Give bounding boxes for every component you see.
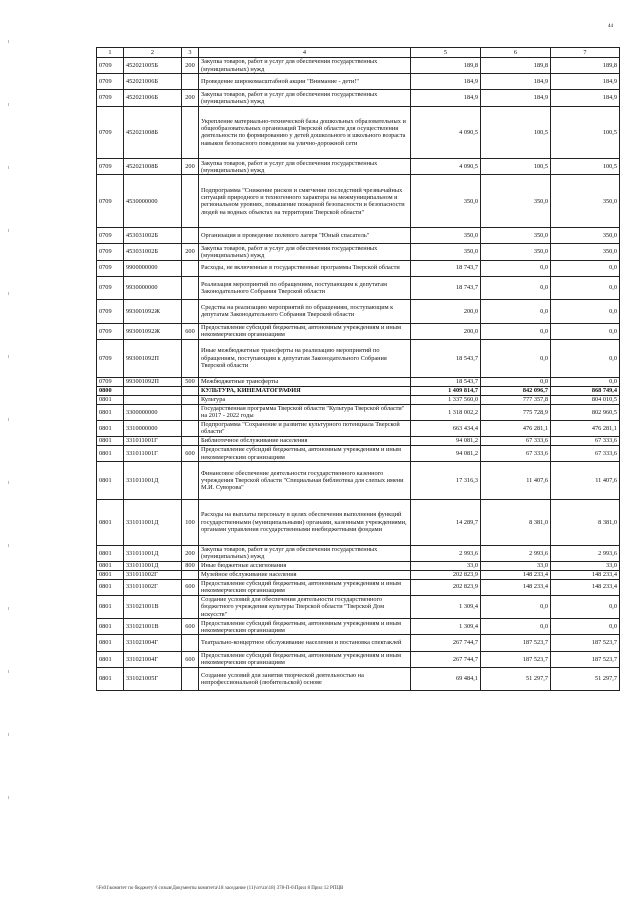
description-cell: Расходы на выплаты персоналу в целях обеспечения выполнения функций государственными (муниципальными) органами, казенными учреждениями, органами управления государственными внебюджетными фондами [199,500,411,545]
description-cell: Закупка товаров, работ и услуг для обеспечения государственных (муниципальных) нужд [199,90,411,106]
expense-type-cell: 800 [182,561,199,570]
target-code-cell: 453031002Б [124,228,182,244]
description-cell: Подпрограмма "Снижение рисков и смягчение последствий чрезвычайных ситуаций природного и техногенного характера на межмуниципальном и региональном уровнях, повышение пожарной безопасности и безопасности людей на водных объектах на территории Тверской области" [199,175,411,228]
section-code-cell: 0801 [97,445,124,461]
description-cell: Государственная программа Тверской области "Культура Тверской области" на 2017 - 2022 годы [199,404,411,420]
expense-type-cell: 200 [182,90,199,106]
amount-3-cell: 0,0 [551,619,620,635]
amount-1-cell: 202 823,9 [411,579,481,595]
amount-1-cell: 1 309,4 [411,619,481,635]
page-number: 44 [608,24,613,29]
amount-1-cell: 200,0 [411,300,481,324]
section-code-cell: 0800 [97,386,124,395]
target-code-cell: 331021001В [124,595,182,619]
description-cell: Проведение широкомасштабной акции "Внимание - дети!" [199,74,411,90]
expense-type-cell: 200 [182,545,199,561]
description-cell: Укрепление материально-технической базы дошкольных образовательных и общеобразовательных организаций Тверской области для осуществления деятельности по формированию у детей дошкольного и школьного возраста навыков безопасного поведения на улично-дорожной сети [199,106,411,159]
target-code-cell: 453031002Б [124,244,182,260]
amount-3-cell: 802 960,5 [551,404,620,420]
section-code-cell: 0801 [97,420,124,436]
amount-2-cell: 350,0 [481,228,551,244]
amount-2-cell: 184,9 [481,90,551,106]
amount-2-cell: 184,9 [481,74,551,90]
section-code-cell: 0801 [97,619,124,635]
target-code-cell: 993001092Ж [124,323,182,339]
amount-3-cell: 2 993,6 [551,545,620,561]
expense-type-cell [182,228,199,244]
amount-3-cell: 0,0 [551,339,620,377]
table-row [97,58,620,74]
table-row [97,276,620,300]
expense-type-cell [182,595,199,619]
table-row [97,106,620,159]
description-cell: Закупка товаров, работ и услуг для обеспечения государственных (муниципальных) нужд [199,244,411,260]
expense-type-cell [182,635,199,651]
table-row [97,667,620,691]
amount-2-cell: 148 233,4 [481,579,551,595]
table-row [97,159,620,175]
expense-type-cell [182,570,199,579]
amount-3-cell: 100,5 [551,159,620,175]
amount-2-cell: 0,0 [481,323,551,339]
amount-2-cell: 350,0 [481,244,551,260]
amount-3-cell: 51 297,7 [551,667,620,691]
amount-1-cell: 1 309,4 [411,595,481,619]
amount-2-cell: 350,0 [481,175,551,228]
amount-1-cell: 17 316,3 [411,462,481,500]
table-row [97,545,620,561]
description-cell: Культура [199,395,411,404]
amount-2-cell: 187 523,7 [481,651,551,667]
expense-type-cell [182,339,199,377]
description-cell: Расходы, не включенные в государственные программы Тверской области [199,260,411,276]
header-col-7: 7 [551,48,620,58]
section-code-cell: 0709 [97,339,124,377]
header-col-5: 5 [411,48,481,58]
amount-3-cell: 0,0 [551,595,620,619]
amount-1-cell: 202 823,9 [411,570,481,579]
target-code-cell: 452021006Б [124,90,182,106]
expense-type-cell [182,386,199,395]
description-cell: Закупка товаров, работ и услуг для обеспечения государственных (муниципальных) нужд [199,58,411,74]
target-code-cell: 452021008Б [124,159,182,175]
expense-type-cell [182,300,199,324]
target-code-cell: 452021005Б [124,58,182,74]
amount-1-cell: 33,0 [411,561,481,570]
amount-1-cell: 18 543,7 [411,339,481,377]
amount-2-cell: 8 381,0 [481,500,551,545]
section-code-cell: 0801 [97,651,124,667]
description-cell: Закупка товаров, работ и услуг для обеспечения государственных (муниципальных) нужд [199,545,411,561]
amount-1-cell: 94 081,2 [411,445,481,461]
amount-2-cell: 0,0 [481,377,551,386]
description-cell: Средства на реализацию мероприятий по обращениям, поступающим к депутатам Законодательного Собрания Тверской области [199,300,411,324]
description-cell: Межбюджетные трансферты [199,377,411,386]
expense-type-cell [182,260,199,276]
amount-1-cell: 18 743,7 [411,260,481,276]
target-code-cell: 9900000000 [124,260,182,276]
description-cell: Предоставление субсидий бюджетным, автономным учреждениям и иным некоммерческим организациям [199,579,411,595]
target-code-cell: 331011001Д [124,545,182,561]
amount-2-cell: 777 357,8 [481,395,551,404]
table-row [97,500,620,545]
section-code-cell: 0801 [97,395,124,404]
amount-2-cell: 67 333,6 [481,445,551,461]
table-row [97,386,620,395]
expense-type-cell: 600 [182,579,199,595]
amount-1-cell: 184,9 [411,90,481,106]
section-code-cell: 0709 [97,377,124,386]
description-cell: Предоставление субсидий бюджетным, автономным учреждениям и иным некоммерческим организациям [199,619,411,635]
header-col-1: 1 [97,48,124,58]
amount-1-cell: 4 090,5 [411,106,481,159]
table-row [97,437,620,446]
amount-1-cell: 18 743,7 [411,276,481,300]
amount-2-cell: 0,0 [481,339,551,377]
target-code-cell: 452021008Б [124,106,182,159]
table-row [97,74,620,90]
description-cell: Создание условий для занятия творческой деятельностью на непрофессиональной (любительской) основе [199,667,411,691]
amount-3-cell: 476 281,1 [551,420,620,436]
section-code-cell: 0801 [97,561,124,570]
amount-1-cell: 69 484,1 [411,667,481,691]
amount-3-cell: 33,0 [551,561,620,570]
description-cell: Иные бюджетные ассигнования [199,561,411,570]
table-row [97,619,620,635]
header-row [97,48,620,58]
amount-3-cell: 148 233,4 [551,570,620,579]
expense-type-cell [182,395,199,404]
table-row [97,377,620,386]
section-code-cell: 0801 [97,462,124,500]
expense-type-cell [182,404,199,420]
target-code-cell: 331011002Г [124,579,182,595]
target-code-cell: 331011001Д [124,561,182,570]
target-code-cell: 993001092П [124,339,182,377]
expense-type-cell [182,74,199,90]
amount-2-cell: 476 281,1 [481,420,551,436]
amount-3-cell: 184,9 [551,74,620,90]
amount-3-cell: 187 523,7 [551,635,620,651]
table-row [97,395,620,404]
amount-2-cell: 100,5 [481,106,551,159]
table-row [97,90,620,106]
section-code-cell: 0709 [97,300,124,324]
section-code-cell: 0709 [97,74,124,90]
section-code-cell: 0709 [97,106,124,159]
amount-1-cell: 267 744,7 [411,635,481,651]
description-cell: Создание условий для обеспечения деятельности государственного бюджетного учреждения культуры Тверской области "Тверской Дом искусств" [199,595,411,619]
amount-2-cell: 0,0 [481,300,551,324]
table-row [97,420,620,436]
expense-type-cell: 200 [182,58,199,74]
amount-2-cell: 187 523,7 [481,635,551,651]
section-code-cell: 0801 [97,579,124,595]
margin-marks [8,40,10,880]
section-code-cell: 0801 [97,595,124,619]
target-code-cell: 3300000000 [124,404,182,420]
expense-type-cell: 600 [182,445,199,461]
table-row [97,595,620,619]
table-row [97,300,620,324]
amount-2-cell: 33,0 [481,561,551,570]
amount-1-cell: 1 337 560,0 [411,395,481,404]
description-cell: Предоставление субсидий бюджетным, автономным учреждениям и иным некоммерческим организациям [199,651,411,667]
description-cell: Подпрограмма "Сохранение и развитие культурного потенциала Тверской области" [199,420,411,436]
expense-type-cell: 600 [182,619,199,635]
amount-3-cell: 0,0 [551,276,620,300]
description-cell: Реализация мероприятий по обращениям, поступающим к депутатам Законодательного Собрания Тверской области [199,276,411,300]
section-code-cell: 0709 [97,175,124,228]
target-code-cell [124,386,182,395]
target-code-cell: 331011001Д [124,500,182,545]
amount-2-cell: 0,0 [481,619,551,635]
table-row [97,445,620,461]
description-cell: Предоставление субсидий бюджетным, автономным учреждениям и иным некоммерческим организациям [199,323,411,339]
description-cell: Организация и проведение полевого лагеря "Юный спасатель" [199,228,411,244]
amount-3-cell: 184,9 [551,90,620,106]
header-col-2: 2 [124,48,182,58]
section-code-cell: 0709 [97,228,124,244]
expense-type-cell [182,420,199,436]
section-code-cell: 0709 [97,159,124,175]
table-body [97,58,620,691]
description-cell: Библиотечное обслуживание населения [199,437,411,446]
amount-1-cell: 14 289,7 [411,500,481,545]
expense-type-cell: 200 [182,159,199,175]
amount-1-cell: 267 744,7 [411,651,481,667]
amount-3-cell: 67 333,6 [551,445,620,461]
expense-type-cell [182,667,199,691]
amount-1-cell: 1 409 814,7 [411,386,481,395]
budget-table [96,47,620,691]
description-cell: КУЛЬТУРА, КИНЕМАТОГРАФИЯ [199,386,411,395]
table-row [97,175,620,228]
target-code-cell: 993001092Ж [124,300,182,324]
amount-2-cell: 842 096,7 [481,386,551,395]
target-code-cell: 9930000000 [124,276,182,300]
amount-2-cell: 0,0 [481,260,551,276]
amount-3-cell: 0,0 [551,300,620,324]
amount-1-cell: 200,0 [411,323,481,339]
table-row [97,228,620,244]
amount-2-cell: 51 297,7 [481,667,551,691]
table-row [97,561,620,570]
target-code-cell: 331021004Г [124,651,182,667]
header-col-6: 6 [481,48,551,58]
expense-type-cell: 600 [182,651,199,667]
section-code-cell: 0709 [97,276,124,300]
target-code-cell [124,395,182,404]
target-code-cell: 3310000000 [124,420,182,436]
target-code-cell: 331011001Г [124,437,182,446]
amount-2-cell: 11 407,6 [481,462,551,500]
expense-type-cell: 200 [182,244,199,260]
amount-3-cell: 187 523,7 [551,651,620,667]
description-cell: Театрально-концертное обслуживание населения и постановка спектаклей [199,635,411,651]
amount-3-cell: 868 749,4 [551,386,620,395]
amount-2-cell: 67 333,6 [481,437,551,446]
target-code-cell: 4530000000 [124,175,182,228]
table-row [97,651,620,667]
expense-type-cell [182,106,199,159]
amount-1-cell: 184,9 [411,74,481,90]
amount-2-cell: 100,5 [481,159,551,175]
amount-3-cell: 0,0 [551,323,620,339]
expense-type-cell: 600 [182,323,199,339]
amount-3-cell: 350,0 [551,228,620,244]
amount-3-cell: 804 010,5 [551,395,620,404]
section-code-cell: 0801 [97,404,124,420]
header-col-4: 4 [199,48,411,58]
section-code-cell: 0709 [97,90,124,106]
amount-1-cell: 94 081,2 [411,437,481,446]
amount-3-cell: 8 381,0 [551,500,620,545]
expense-type-cell [182,437,199,446]
amount-3-cell: 11 407,6 [551,462,620,500]
table-row [97,244,620,260]
amount-3-cell: 0,0 [551,260,620,276]
header-col-3: 3 [182,48,199,58]
amount-1-cell: 1 318 002,2 [411,404,481,420]
target-code-cell: 331021001В [124,619,182,635]
amount-1-cell: 350,0 [411,228,481,244]
amount-1-cell: 350,0 [411,175,481,228]
table-row [97,404,620,420]
expense-type-cell: 500 [182,377,199,386]
description-cell: Финансовое обеспечение деятельности государственного казенного учреждения Тверской области "Специальная библиотека для слепых имени М.И. Суворова" [199,462,411,500]
section-code-cell: 0801 [97,570,124,579]
amount-1-cell: 189,8 [411,58,481,74]
amount-1-cell: 4 090,5 [411,159,481,175]
amount-2-cell: 148 233,4 [481,570,551,579]
amount-2-cell: 189,8 [481,58,551,74]
amount-3-cell: 0,0 [551,377,620,386]
section-code-cell: 0801 [97,500,124,545]
amount-2-cell: 2 993,6 [481,545,551,561]
amount-2-cell: 0,0 [481,276,551,300]
file-path-footer: \\Fs01\комитет по бюджету\6 созыв\Документы комитета\18 заседание (11)\от\zn\18) 378-П-6\Прил 8 Прил 12 РПЦВ [96,886,344,891]
target-code-cell: 331011001Г [124,445,182,461]
table-row [97,260,620,276]
amount-3-cell: 100,5 [551,106,620,159]
section-code-cell: 0801 [97,635,124,651]
table-row [97,570,620,579]
amount-3-cell: 148 233,4 [551,579,620,595]
amount-1-cell: 2 993,6 [411,545,481,561]
amount-3-cell: 350,0 [551,175,620,228]
target-code-cell: 452021006Б [124,74,182,90]
table-row [97,579,620,595]
amount-3-cell: 189,8 [551,58,620,74]
amount-1-cell: 18 543,7 [411,377,481,386]
table-row [97,635,620,651]
table-row [97,323,620,339]
description-cell: Музейное обслуживание населения [199,570,411,579]
expense-type-cell [182,462,199,500]
section-code-cell: 0801 [97,545,124,561]
target-code-cell: 331011001Д [124,462,182,500]
table-row [97,339,620,377]
expense-type-cell [182,276,199,300]
target-code-cell: 993001092П [124,377,182,386]
description-cell: Предоставление субсидий бюджетным, автономным учреждениям и иным некоммерческим организациям [199,445,411,461]
section-code-cell: 0709 [97,58,124,74]
section-code-cell: 0801 [97,437,124,446]
description-cell: Иные межбюджетные трансферты на реализацию мероприятий по обращениям, поступающим к депутатам Законодательного Собрания Тверской области [199,339,411,377]
target-code-cell: 331021005Г [124,667,182,691]
description-cell: Закупка товаров, работ и услуг для обеспечения государственных (муниципальных) нужд [199,159,411,175]
amount-1-cell: 350,0 [411,244,481,260]
section-code-cell: 0801 [97,667,124,691]
expense-type-cell [182,175,199,228]
amount-2-cell: 0,0 [481,595,551,619]
amount-3-cell: 350,0 [551,244,620,260]
section-code-cell: 0709 [97,260,124,276]
target-code-cell: 331011002Г [124,570,182,579]
budget-table-wrapper [96,47,619,691]
section-code-cell: 0709 [97,323,124,339]
amount-2-cell: 775 728,9 [481,404,551,420]
table-row [97,462,620,500]
target-code-cell: 331021004Г [124,635,182,651]
amount-3-cell: 67 333,6 [551,437,620,446]
expense-type-cell: 100 [182,500,199,545]
section-code-cell: 0709 [97,244,124,260]
amount-1-cell: 663 434,4 [411,420,481,436]
